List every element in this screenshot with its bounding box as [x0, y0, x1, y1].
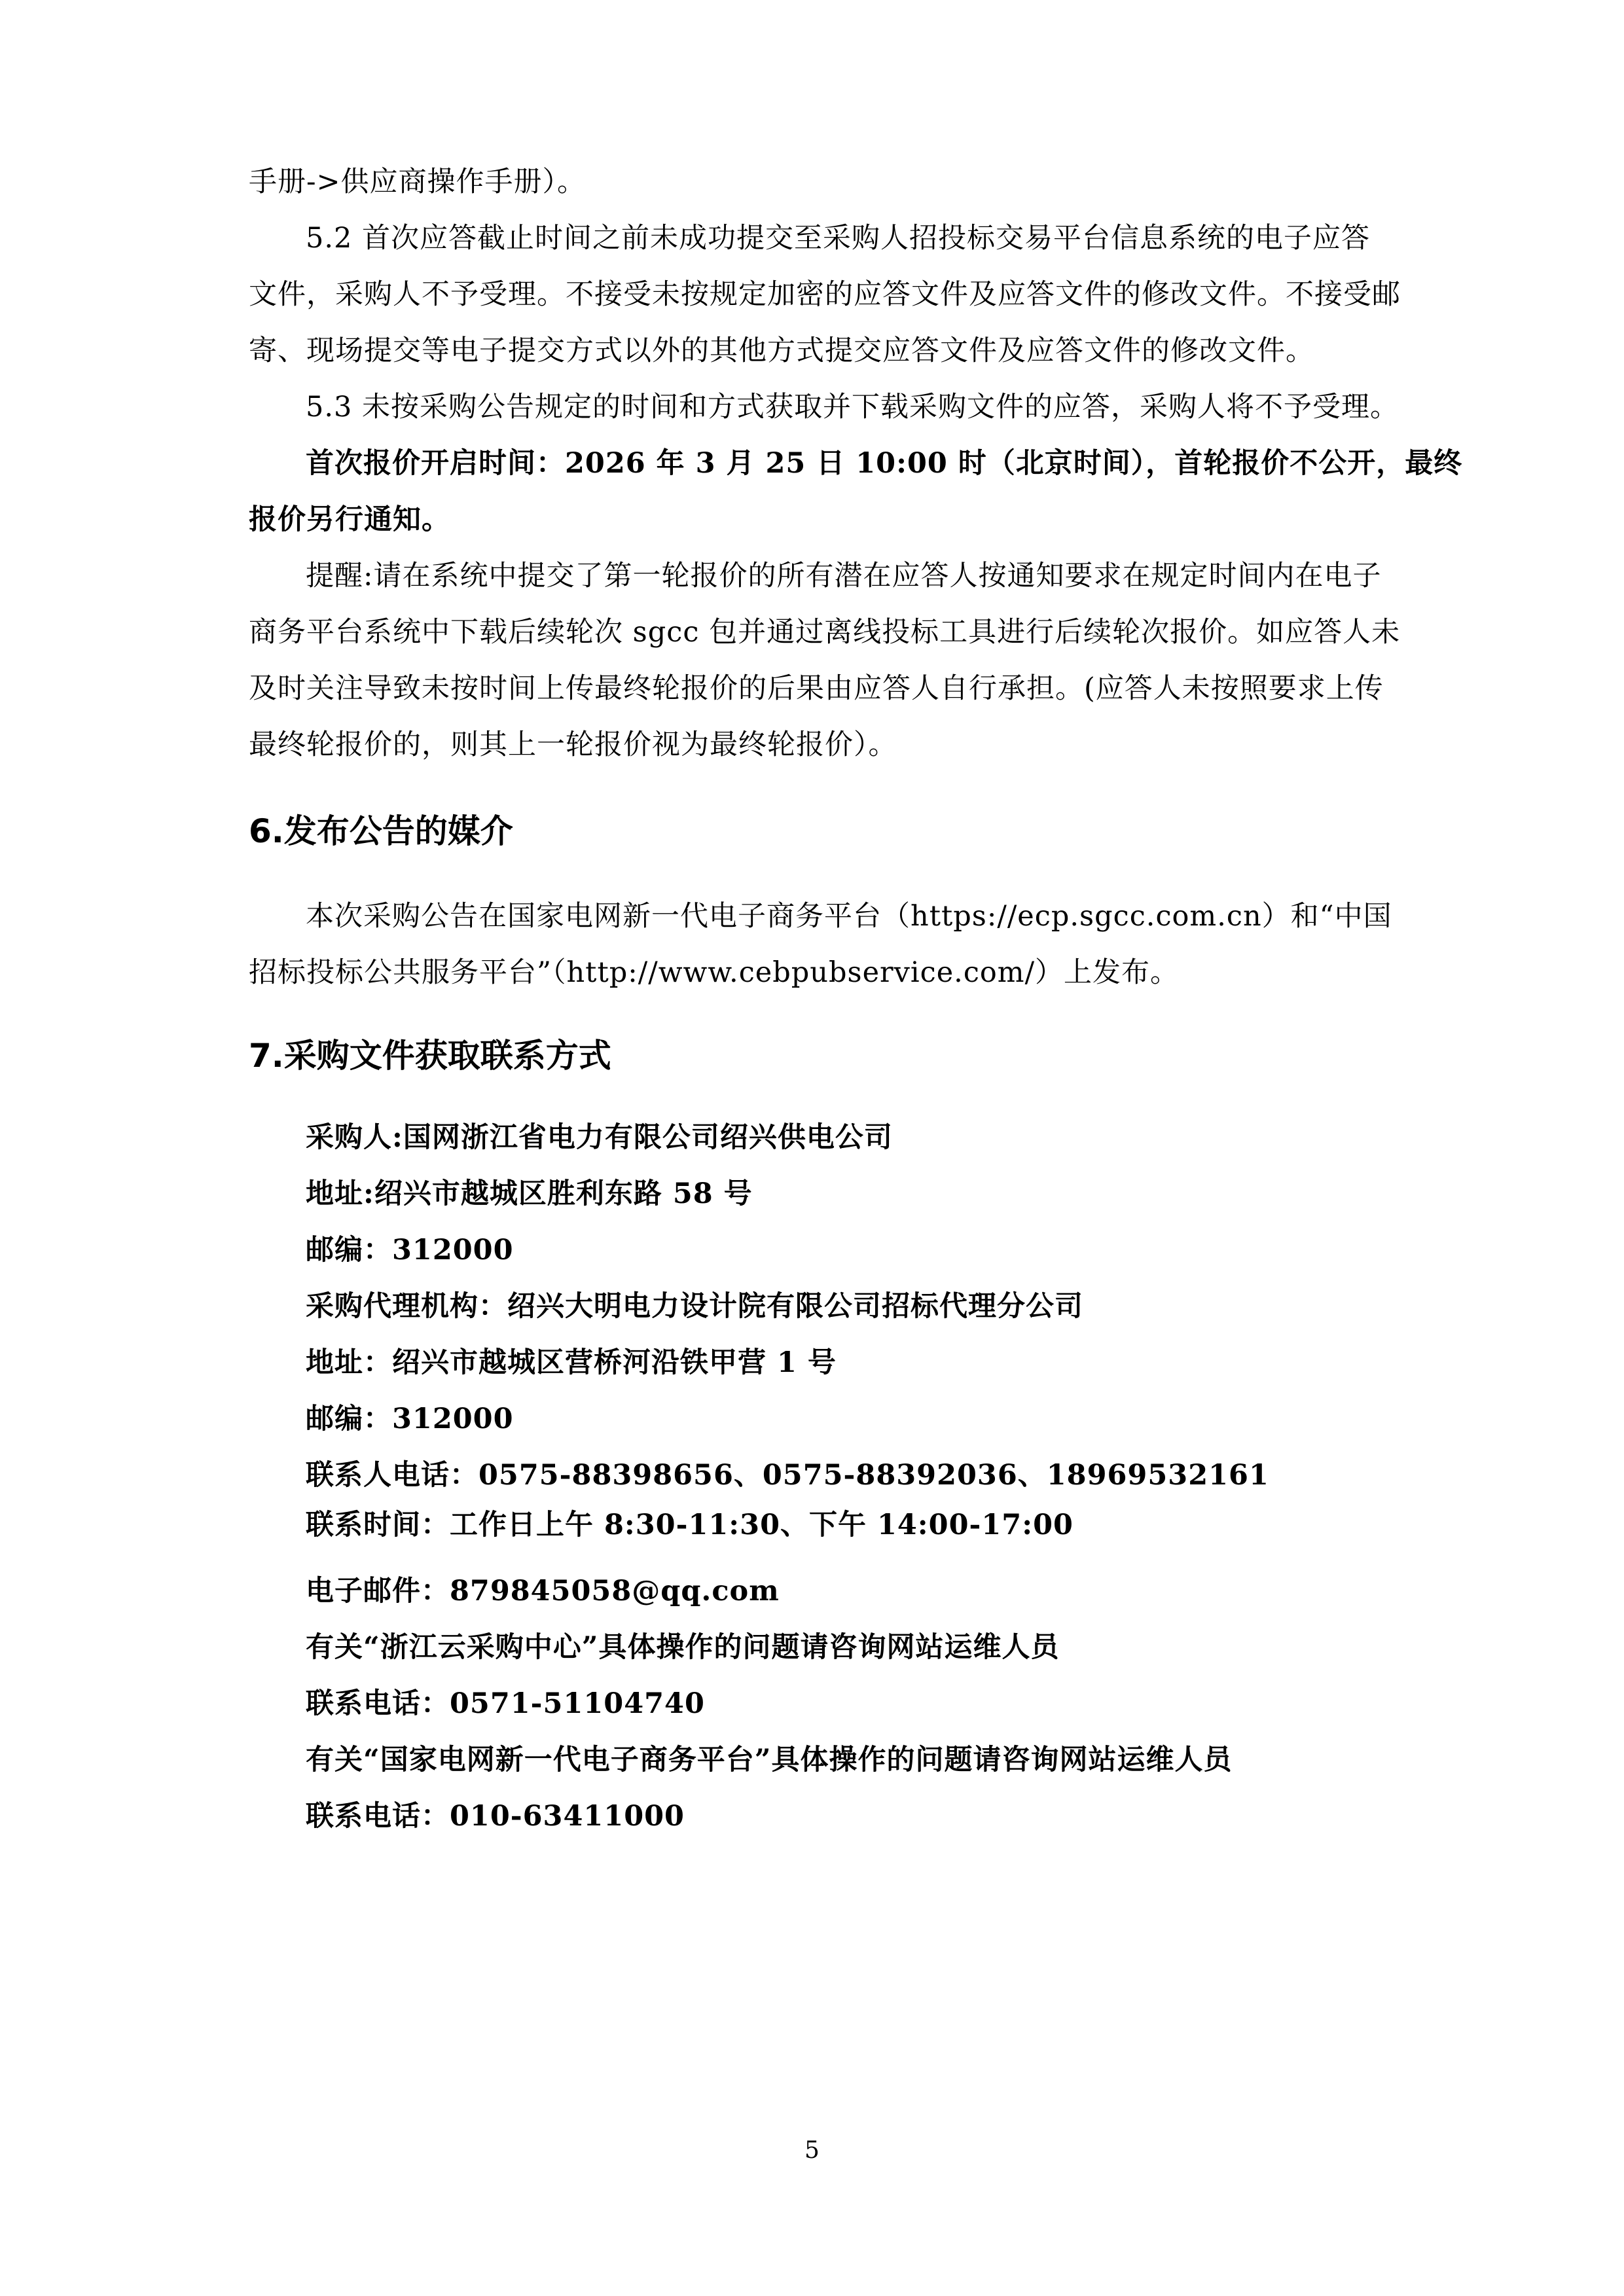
paragraph-line: 手册->供应商操作手册）。: [249, 166, 586, 198]
contact-line: 采购人:国网浙江省电力有限公司绍兴供电公司: [306, 1121, 893, 1154]
contact-line: 地址:绍兴市越城区胜利东路 58 号: [306, 1177, 753, 1210]
paragraph-line: 5.3 未按采购公告规定的时间和方式获取并下载采购文件的应答，采购人将不予受理。: [306, 391, 1399, 423]
contact-line: 联系电话：0571-51104740: [306, 1687, 705, 1720]
reminder-line: 商务平台系统中下载后续轮次 sgcc 包并通过离线投标工具进行后续轮次报价。如应答人未: [249, 616, 1401, 649]
opening-time-line: 报价另行通知。: [249, 503, 450, 536]
paragraph-line: 文件，采购人不予受理。不接受未按规定加密的应答文件及应答文件的修改文件。不接受邮: [249, 278, 1401, 311]
reminder-line: 最终轮报价的，则其上一轮报价视为最终轮报价）。: [249, 728, 897, 761]
paragraph-line: 5.2 首次应答截止时间之前未成功提交至采购人招投标交易平台信息系统的电子应答: [306, 222, 1371, 255]
contact-line: 有关“浙江云采购中心”具体操作的问题请咨询网站运维人员: [306, 1631, 1060, 1664]
contact-line: 地址：绍兴市越城区营桥河沿铁甲营 1 号: [306, 1346, 837, 1379]
page-number: 5: [804, 2137, 820, 2164]
reminder-line: 及时关注导致未按时间上传最终轮报价的后果由应答人自行承担。(应答人未按照要求上传: [249, 672, 1384, 705]
contact-line: 有关“国家电网新一代电子商务平台”具体操作的问题请咨询网站运维人员: [306, 1744, 1233, 1776]
contact-line: 联系电话：010-63411000: [306, 1800, 685, 1833]
contact-line: 邮编：312000: [306, 1403, 514, 1435]
opening-time-line: 首次报价开启时间：2026 年 3 月 25 日 10:00 时（北京时间），首轮报价不公开，最终: [306, 447, 1463, 480]
paragraph-line: 招标投标公共服务平台”（http://www.cebpubservice.com/）上发布。: [249, 956, 1180, 989]
contact-line: 联系时间：工作日上午 8:30-11:30、下午 14:00-17:00: [306, 1509, 1074, 1541]
contact-line: 联系人电话：0575-88398656、0575-88392036、18969532161: [306, 1459, 1269, 1492]
section-heading: 7.采购文件获取联系方式: [249, 1037, 611, 1075]
paragraph-line: 本次采购公告在国家电网新一代电子商务平台（https://ecp.sgcc.com.cn）和“中国: [306, 900, 1392, 933]
paragraph-line: 寄、现场提交等电子提交方式以外的其他方式提交应答文件及应答文件的修改文件。: [249, 334, 1314, 367]
contact-line: 电子邮件：879845058@qq.com: [306, 1575, 780, 1607]
contact-line: 采购代理机构：绍兴大明电力设计院有限公司招标代理分公司: [306, 1290, 1083, 1323]
contact-line: 邮编：312000: [306, 1234, 514, 1266]
section-heading: 6.发布公告的媒介: [249, 812, 513, 850]
reminder-line: 提醒:请在系统中提交了第一轮报价的所有潜在应答人按通知要求在规定时间内在电子: [306, 560, 1382, 592]
